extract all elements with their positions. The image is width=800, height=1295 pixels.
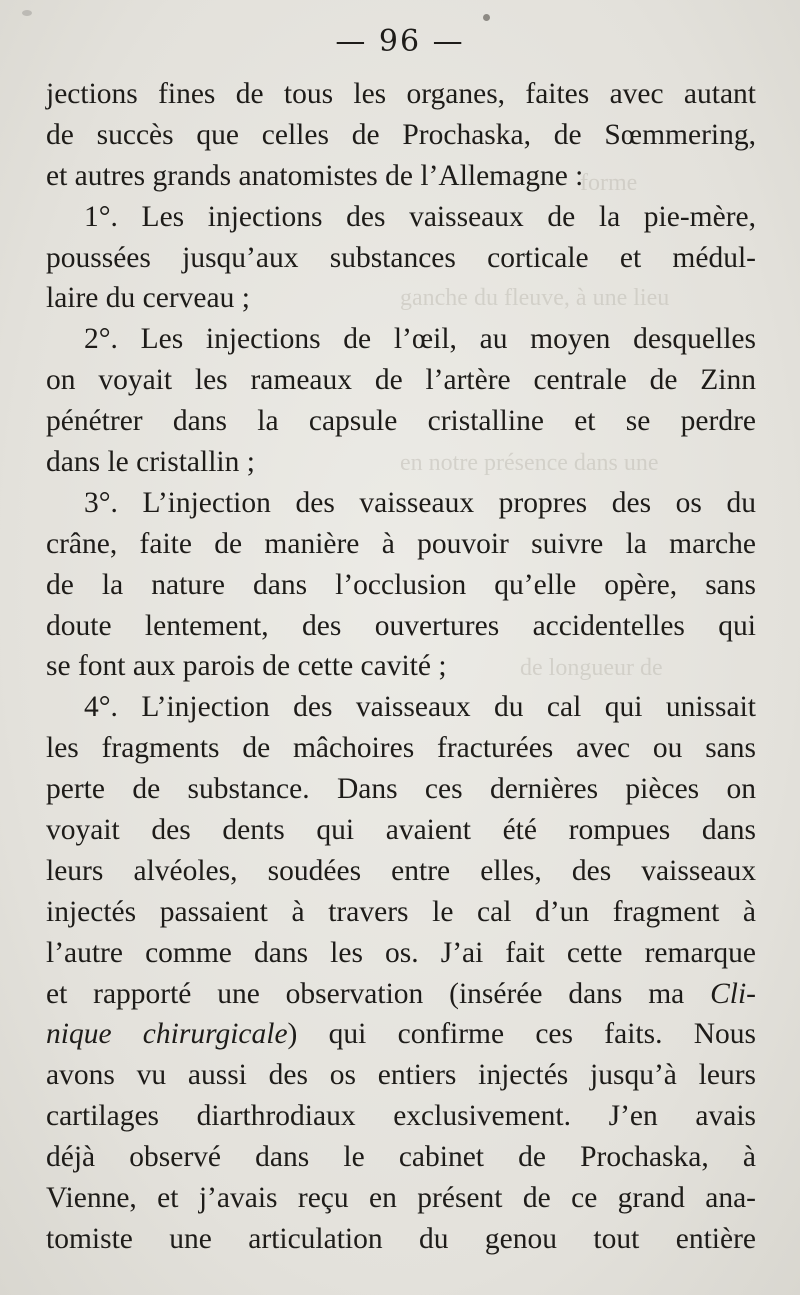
show-through-text: de longueur de xyxy=(520,655,663,681)
line-text: 2°. Les injections de l’œil, au moyen desquelles xyxy=(84,323,756,356)
body-text xyxy=(46,74,756,1260)
line-text: 3°. L’injection des vaisseaux propres des os du xyxy=(84,486,756,519)
line-text: de succès que celles de Prochaska, de Sœmmering, xyxy=(46,118,756,151)
line-text: crâne, faite de manière à pouvoir suivre la marche xyxy=(46,527,756,560)
text-line xyxy=(46,606,756,647)
line-text: on voyait les rameaux de l’artère centrale de Zinn xyxy=(46,364,756,397)
text-line xyxy=(46,524,756,565)
text-line xyxy=(46,401,756,442)
line-text: et rapporté une observation (insérée dans ma xyxy=(46,977,711,1010)
line-text: injectés passaient à travers le cal d’un fragment à xyxy=(46,895,756,928)
text-line xyxy=(46,1014,756,1055)
text-line xyxy=(46,319,756,360)
text-line xyxy=(46,687,756,728)
text-line xyxy=(46,769,756,810)
ink-speck xyxy=(22,10,32,16)
text-line xyxy=(46,810,756,851)
line-text: et autres grands anatomistes de l’Allemagne : xyxy=(46,159,584,192)
show-through-text: forme xyxy=(580,170,638,196)
text-line xyxy=(46,1137,756,1178)
text-line xyxy=(46,1055,756,1096)
text-line xyxy=(46,115,756,156)
page-number: — 96 — xyxy=(335,24,465,59)
ink-speck xyxy=(483,14,490,21)
text-line xyxy=(46,442,756,483)
text-line xyxy=(46,483,756,524)
line-text: avons vu aussi des os entiers injectés jusqu’à leurs xyxy=(46,1059,756,1092)
text-line xyxy=(46,851,756,892)
text-line xyxy=(46,646,756,687)
line-text: doute lentement, des ouvertures accidentelles qui xyxy=(46,609,756,642)
line-text: tomiste une articulation du genou tout entière xyxy=(46,1222,756,1255)
line-text: les fragments de mâchoires fracturées avec ou sans xyxy=(46,732,756,765)
line-text: jections fines de tous les organes, faites avec autant xyxy=(46,78,756,110)
line-text: Vienne, et j’avais reçu en présent de ce grand ana- xyxy=(46,1182,756,1215)
line-text: l’autre comme dans les os. J’ai fait cette remarque xyxy=(46,936,756,969)
text-line xyxy=(46,238,756,279)
line-text: de la nature dans l’occlusion qu’elle opère, sans xyxy=(46,568,756,601)
line-text: déjà observé dans le cabinet de Prochaska, à xyxy=(46,1141,756,1174)
text-line xyxy=(46,197,756,238)
show-through-text: ganche du fleuve, à une lieu xyxy=(400,285,670,311)
text-line xyxy=(46,933,756,974)
text-line xyxy=(46,156,756,197)
line-text: 4°. L’injection des vaisseaux du cal qui unissait xyxy=(84,691,756,724)
text-line xyxy=(46,728,756,769)
text-line xyxy=(46,74,756,115)
line-text: pénétrer dans la capsule cristalline et se perdre xyxy=(46,405,756,438)
line-text: laire du cerveau ; xyxy=(46,282,250,315)
text-line xyxy=(46,565,756,606)
italic-title: nique chirurgicale xyxy=(46,1018,288,1051)
line-text: se font aux parois de cette cavité ; xyxy=(46,650,447,683)
text-line xyxy=(46,360,756,401)
line-text: perte de substance. Dans ces dernières pièces on xyxy=(46,773,756,806)
text-line xyxy=(46,974,756,1015)
line-text: cartilages diarthrodiaux exclusivement. J’en avais xyxy=(46,1100,756,1133)
line-text: voyait des dents qui avaient été rompues dans xyxy=(46,814,756,847)
text-line xyxy=(46,892,756,933)
italic-title: Cli- xyxy=(710,977,756,1010)
show-through-text: en notre présence dans une xyxy=(400,450,659,476)
text-line xyxy=(46,1219,756,1260)
line-text: poussées jusqu’aux substances corticale et médul- xyxy=(46,241,756,274)
line-text: dans le cristallin ; xyxy=(46,446,255,479)
line-text: ) qui confirme ces faits. Nous xyxy=(287,1018,756,1051)
line-text: leurs alvéoles, soudées entre elles, des vaisseaux xyxy=(46,854,756,887)
text-line xyxy=(46,1096,756,1137)
text-line xyxy=(46,1178,756,1219)
text-line xyxy=(46,278,756,319)
line-text: 1°. Les injections des vaisseaux de la pie-mère, xyxy=(84,200,756,233)
